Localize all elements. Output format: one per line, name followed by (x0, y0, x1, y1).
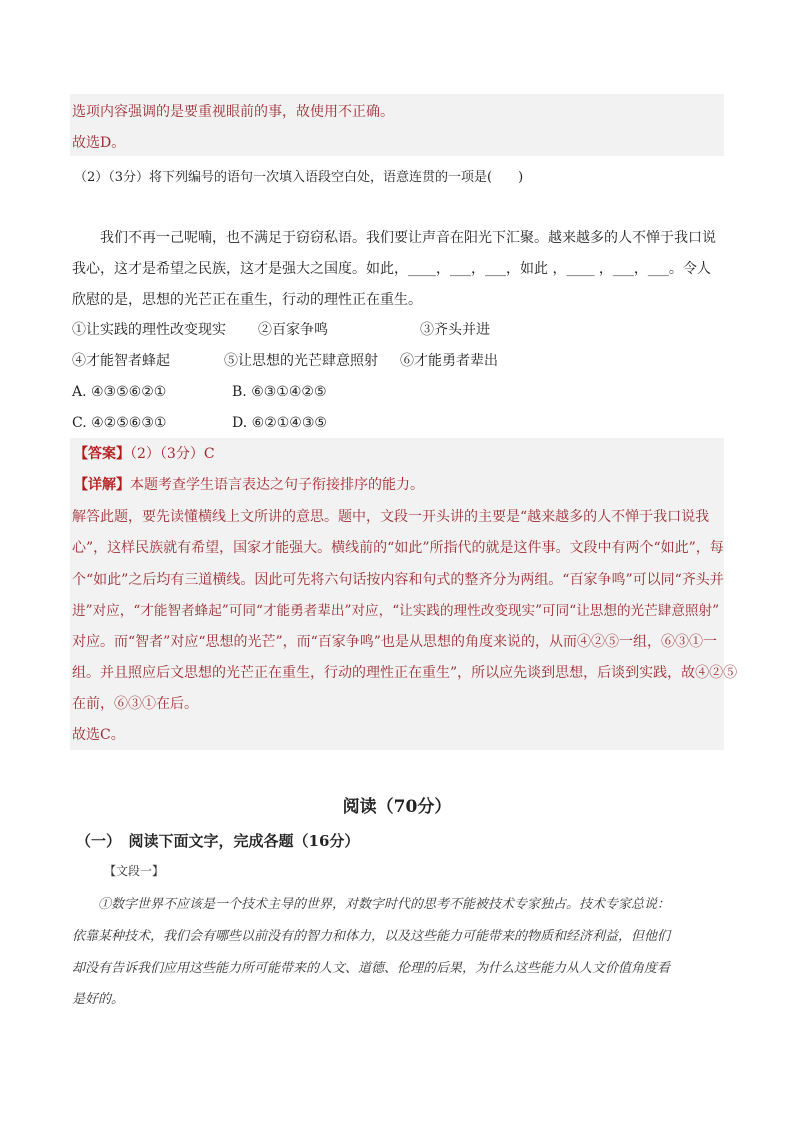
section-title: 阅读（70分） (342, 797, 452, 817)
detail-text: 解答此题，要先读懂横线上文所讲的意思。题中，文段一开头讲的主要是“越来越多的人不惮于我口说我 (72, 509, 710, 525)
option-6: ⑥才能勇者辈出 (400, 353, 498, 369)
detail-text: 个“如此”之后均有三道横线。因此可先将六句话按内容和句式的整齐分为两组。“百家争鸣”可以同“齐头并 (72, 572, 724, 588)
choice-a: A. ④③⑤⑥②① (72, 384, 167, 400)
option-1: ①让实践的理性改变现实 (72, 322, 226, 338)
answer-tag: 【答案】 (74, 446, 130, 462)
option-4: ④才能智者蜂起 (72, 353, 170, 369)
detail-tag: 【详解】 (74, 477, 130, 493)
detail-text: 心”，这样民族就有希望，国家才能强大。横线前的“如此”所指代的就是这件事。文段中有两个“如此”，每 (72, 540, 724, 556)
choice-b: B. ⑥③①④②⑤ (232, 384, 327, 400)
question-paragraph: 我们不再一己呢喃，也不满足于窃窃私语。我们要让声音在阳光下汇聚。越来越多的人不惮于我口说 (100, 230, 716, 246)
detail-text: 组。并且照应后文思想的光芒正在重生，行动的理性正在重生”，所以应先谈到思想，后谈到实践，故④②⑤ (72, 665, 738, 681)
passage-label: 【文段一】 (104, 864, 165, 878)
detail-text: 故选C。 (72, 727, 125, 743)
answer-line: 选项内容强调的是要重视眼前的事，故使用不正确。 (72, 104, 394, 120)
passage-text: 却没有告诉我们应用这些能力所可能带来的人文、道德、伦理的后果，为什么这些能力从人文价值角度看 (72, 961, 671, 976)
option-2: ②百家争鸣 (258, 322, 328, 338)
section-heading: （一） 阅读下面文字，完成各题（16分） (76, 832, 360, 850)
passage-text: 依靠某种技术，我们会有哪些以前没有的智力和体力，以及这些能力可能带来的物质和经济利益，但他们 (72, 929, 671, 944)
choice-d: D. ⑥②①④③⑤ (232, 415, 327, 431)
question-paragraph: 我心，这才是希望之民族，这才是强大之国度。如此，____，___，___，如此 ，____ ，___，___。令人 (72, 261, 711, 277)
detail-text: 进”对应，“才能智者蜂起”可同“才能勇者辈出”对应，“让实践的理性改变现实”可同“让思想的光芒肆意照射” (72, 603, 720, 619)
detail-value: 本题考查学生语言表达之句子衔接排序的能力。 (130, 477, 424, 493)
detail-text: 对应。而“智者”对应“思想的光芒”，而“百家争鸣”也是从思想的角度来说的，从而④②⑤一组，⑥③①一 (72, 634, 717, 650)
option-5: ⑤让思想的光芒肆意照射 (224, 353, 378, 369)
question-stem: （2）（3分）将下列编号的语句一次填入语段空白处，语意连贯的一项是( ) (74, 170, 524, 185)
detail-text: 在前，⑥③①在后。 (72, 696, 198, 712)
option-3: ③齐头并进 (420, 322, 490, 338)
answer-line: 故选D。 (72, 135, 126, 151)
question-paragraph: 欣慰的是，思想的光芒正在重生，行动的理性正在重生。 (72, 292, 422, 308)
answer-line (74, 446, 215, 462)
passage-text: 是好的。 (72, 992, 125, 1007)
passage-text: ①数字世界不应该是一个技术主导的世界，对数字时代的思考不能被技术专家独占。技术专家总说： (98, 897, 671, 912)
answer-value: （2）（3分）C (130, 446, 215, 462)
choice-c: C. ④②⑤⑥③① (72, 415, 167, 431)
detail-line (74, 477, 424, 493)
